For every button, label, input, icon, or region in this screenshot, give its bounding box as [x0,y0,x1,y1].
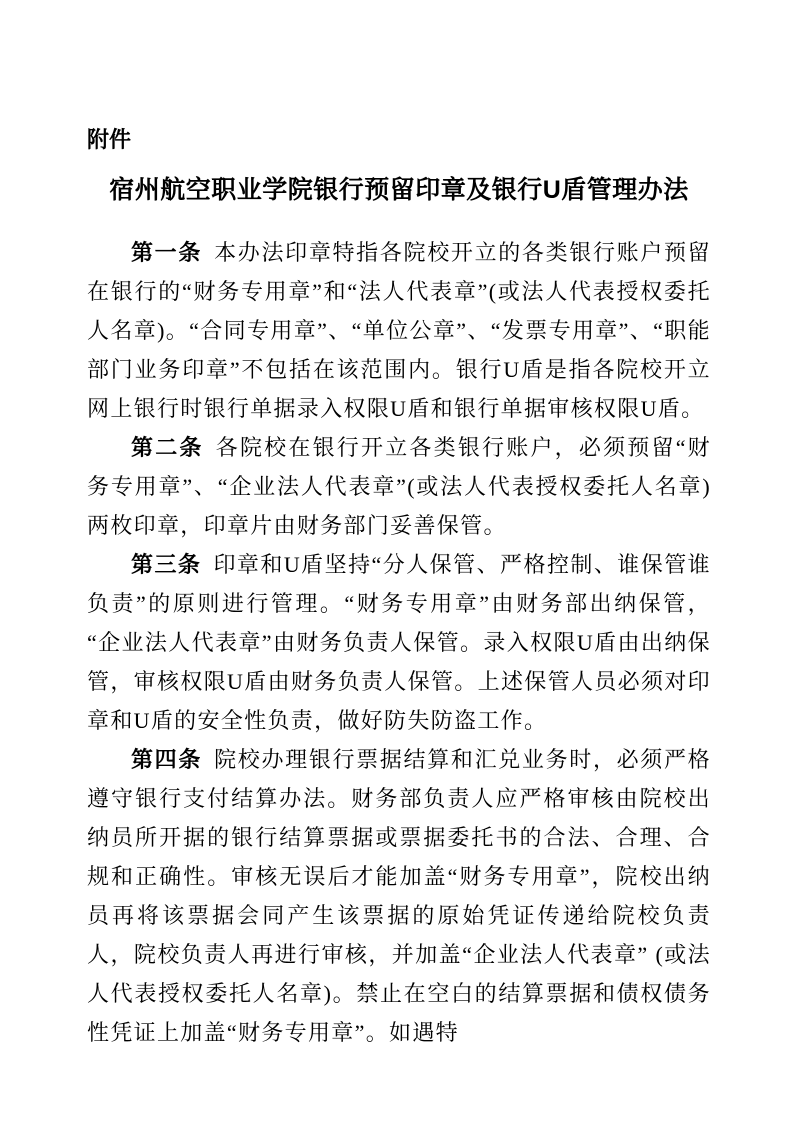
article-2-text: 各院校在银行开立各类银行账户，必须预留“财务专用章”、“企业法人代表章”(或法人代表授权委托人名章)两枚印章，印章片由财务部门妥善保管。 [87,434,711,538]
article-3-text: 印章和U盾坚持“分人保管、严格控制、谁保管谁负责”的原则进行管理。“财务专用章”由财务部出纳保管，“企业法人代表章”由财务负责人保管。录入权限U盾由出纳保管，审核权限U盾由财务负责人保管。上述保管人员必须对印章和U盾的安全性负责，做好防失防盗工作。 [87,551,711,733]
paragraph-article-3 [87,545,711,740]
paragraph-article-4 [87,740,711,1052]
article-1-number: 第一条 [131,239,203,265]
paragraph-article-2 [87,428,711,545]
article-1-text: 本办法印章特指各院校开立的各类银行账户预留在银行的“财务专用章”和“法人代表章”(或法人代表授权委托人名章)。“合同专用章”、“单位公章”、“发票专用章”、“职能部门业务印章”不包括在该范围内。银行U盾是指各院校开立网上银行时银行单据录入权限U盾和银行单据审核权限U盾。 [87,239,711,421]
document-body [87,233,711,1052]
document-title: 宿州航空职业学院银行预留印章及银行U盾管理办法 [109,176,689,205]
article-2-number: 第二条 [131,434,204,460]
article-3-number: 第三条 [131,551,202,577]
article-4-number: 第四条 [131,746,203,772]
attachment-label: 附件 [87,127,132,152]
article-4-text: 院校办理银行票据结算和汇兑业务时，必须严格遵守银行支付结算办法。财务部负责人应严格审核由院校出纳员所开据的银行结算票据或票据委托书的合法、合理、合规和正确性。审核无误后才能加盖“财务专用章”，院校出纳员再将该票据会同产生该票据的原始凭证传递给院校负责人，院校负责人再进行审核，并加盖“企业法人代表章” (或法人代表授权委托人名章)。禁止在空白的结算票据和债权债务性凭证上加盖“财务专用章”。如遇特 [87,746,711,1045]
paragraph-article-1 [87,233,711,428]
